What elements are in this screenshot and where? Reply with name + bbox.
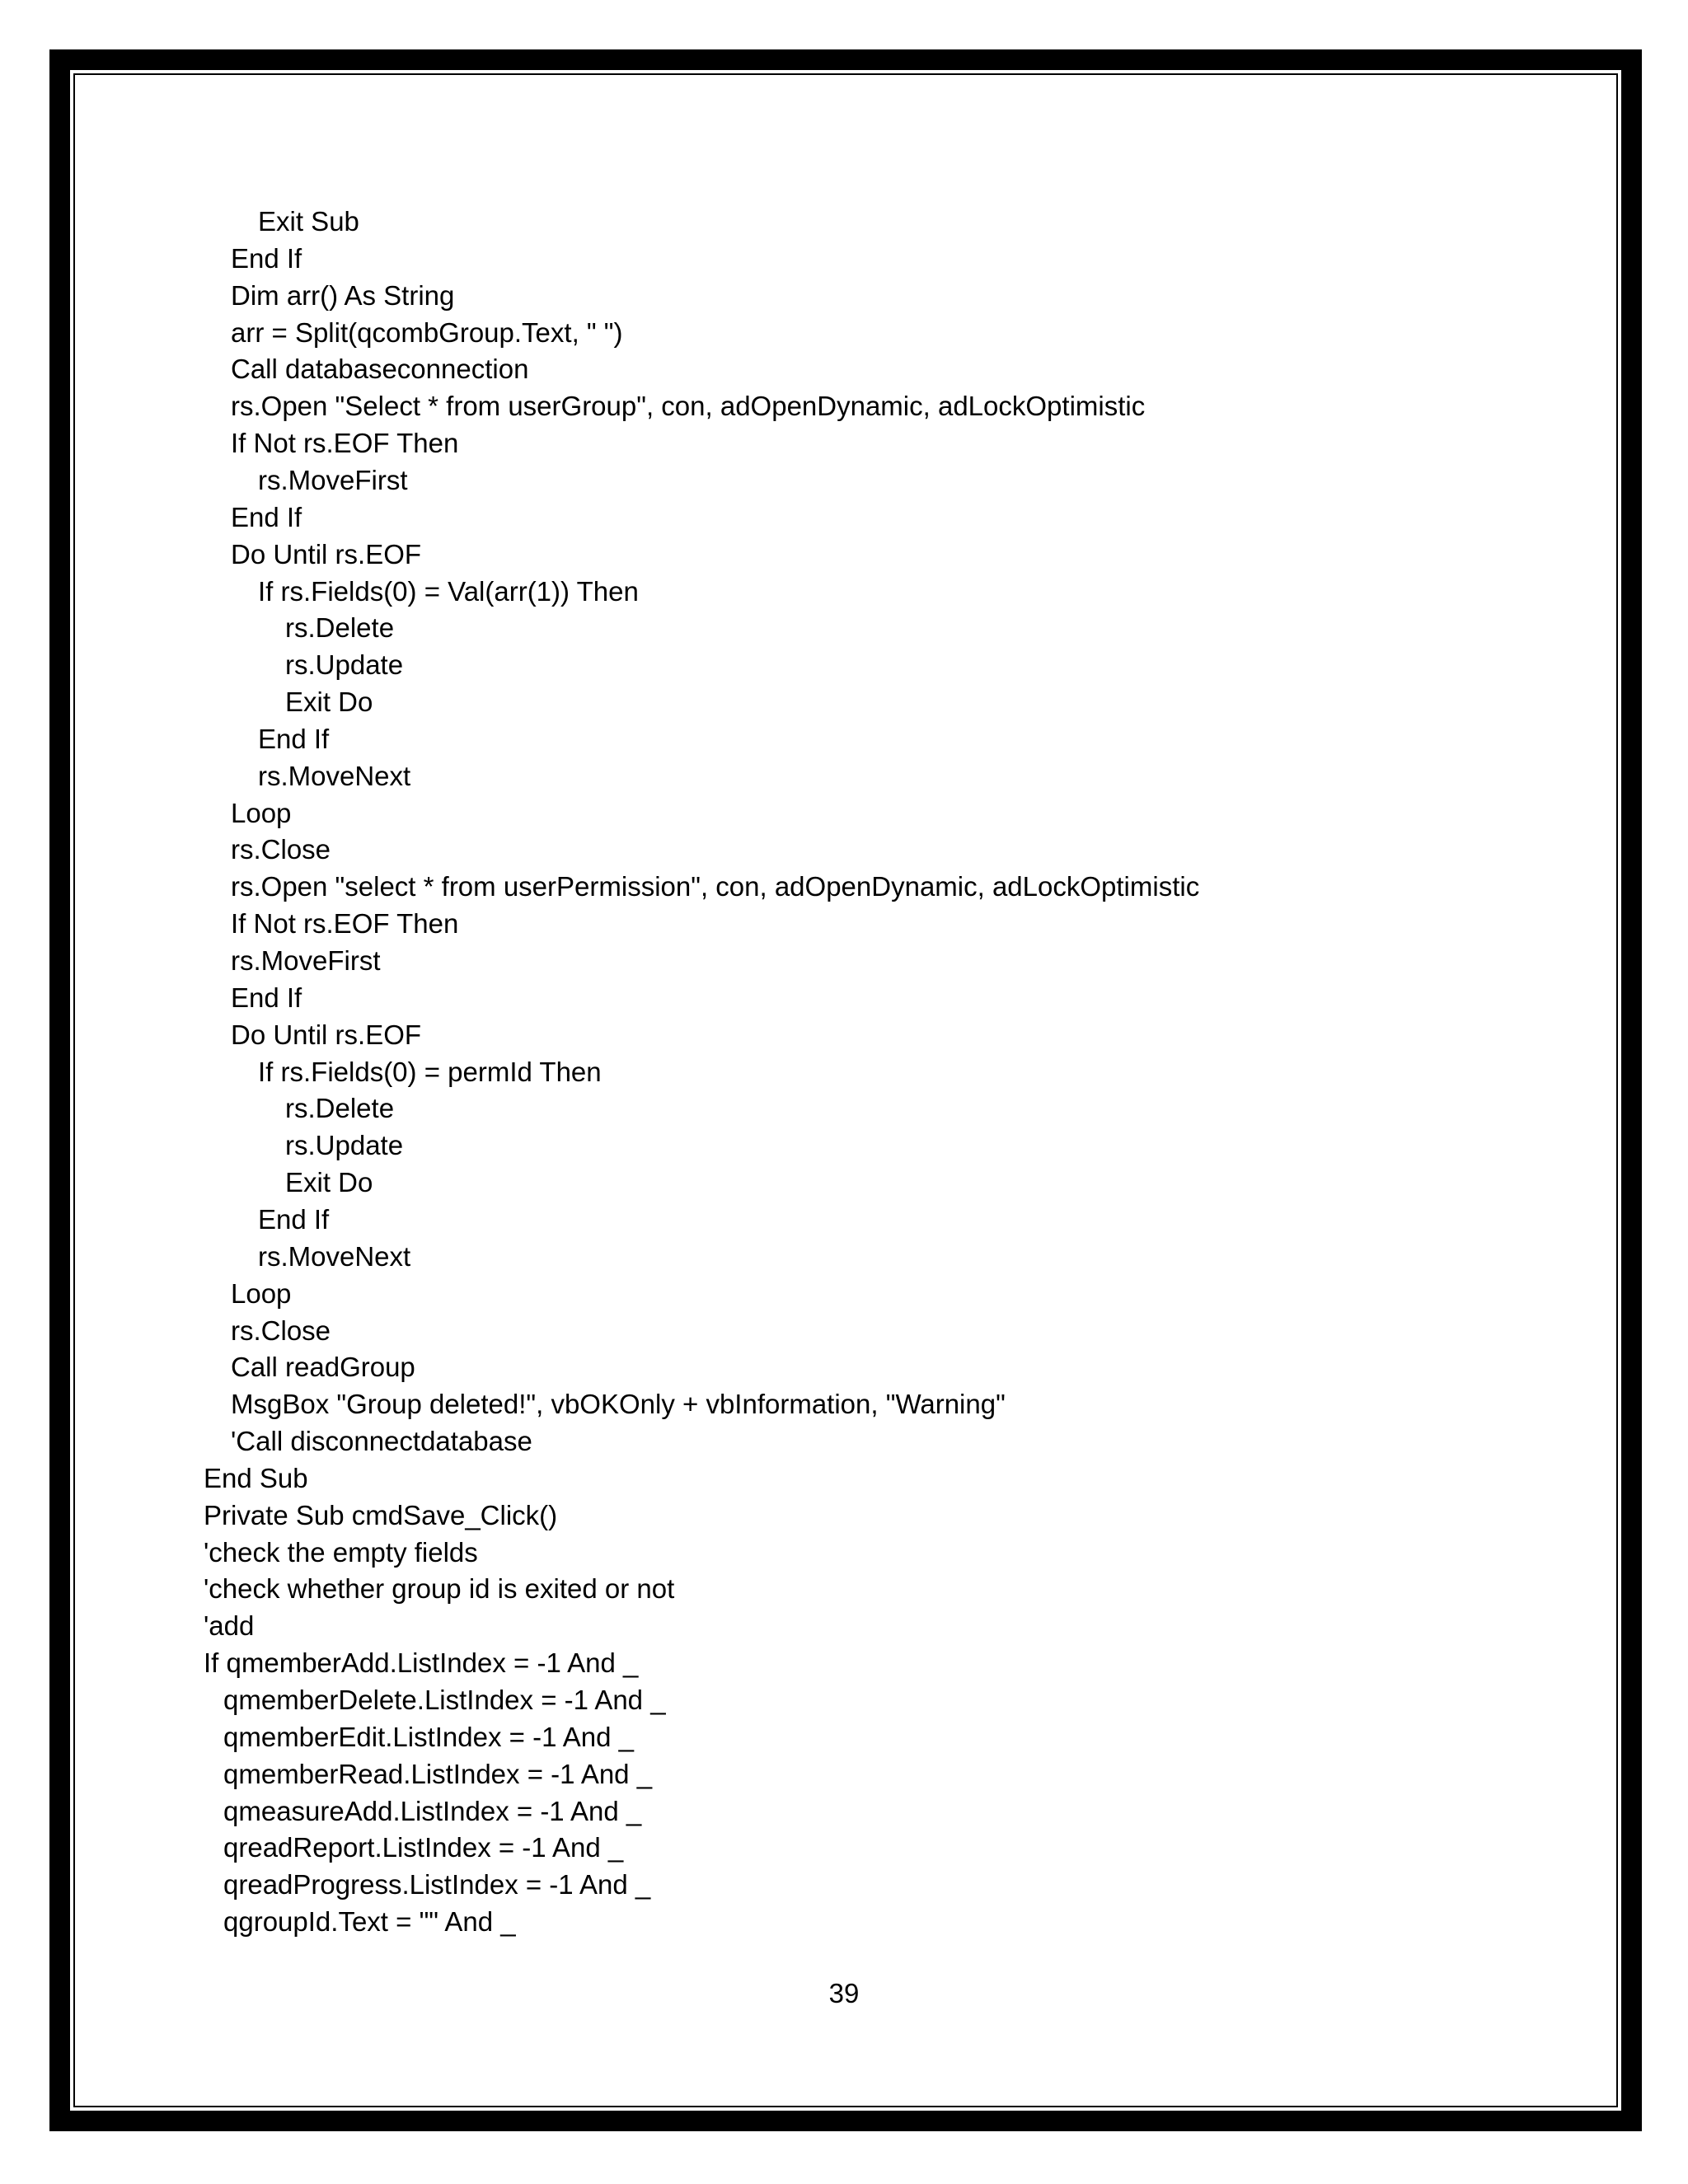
code-line: End If bbox=[231, 982, 302, 1013]
code-line: rs.Open "select * from userPermission", con, adOpenDynamic, adLockOptimistic bbox=[231, 871, 1200, 902]
code-line: End If bbox=[258, 724, 330, 754]
code-line: Exit Sub bbox=[258, 206, 359, 237]
code-line: If rs.Fields(0) = permId Then bbox=[258, 1057, 602, 1087]
code-line: Exit Do bbox=[285, 1167, 373, 1197]
code-line: rs.Delete bbox=[285, 612, 395, 643]
code-line: rs.Update bbox=[285, 649, 404, 680]
code-line: qmemberEdit.ListIndex = -1 And _ bbox=[223, 1722, 635, 1752]
code-line: Exit Do bbox=[285, 687, 373, 717]
code-line: rs.Delete bbox=[285, 1093, 395, 1123]
code-line: 'add bbox=[204, 1610, 255, 1641]
code-line: If qmemberAdd.ListIndex = -1 And _ bbox=[204, 1647, 639, 1678]
code-line: If Not rs.EOF Then bbox=[231, 428, 459, 458]
code-line: qreadProgress.ListIndex = -1 And _ bbox=[223, 1869, 651, 1900]
code-line: qmemberDelete.ListIndex = -1 And _ bbox=[223, 1685, 666, 1715]
code-line: arr = Split(qcombGroup.Text, " ") bbox=[231, 317, 623, 348]
page-number: 39 bbox=[828, 1978, 860, 2008]
code-line: End If bbox=[231, 502, 302, 532]
code-line: Loop bbox=[231, 1278, 292, 1309]
code-line: rs.Open "Select * from userGroup", con, adOpenDynamic, adLockOptimistic bbox=[231, 391, 1146, 421]
code-line: 'check the empty fields bbox=[204, 1537, 478, 1568]
code-line: Loop bbox=[231, 798, 292, 828]
code-line: Dim arr() As String bbox=[231, 280, 455, 311]
code-line: qmemberRead.ListIndex = -1 And _ bbox=[223, 1759, 653, 1789]
code-line: rs.MoveNext bbox=[258, 761, 411, 791]
code-line: End If bbox=[231, 243, 302, 274]
code-line: End If bbox=[258, 1204, 330, 1235]
code-line: If Not rs.EOF Then bbox=[231, 908, 459, 939]
code-line: qreadReport.ListIndex = -1 And _ bbox=[223, 1832, 624, 1863]
code-line: End Sub bbox=[204, 1463, 308, 1493]
code-line: If rs.Fields(0) = Val(arr(1)) Then bbox=[258, 576, 639, 607]
code-line: rs.MoveFirst bbox=[258, 465, 408, 495]
code-line: rs.MoveFirst bbox=[231, 945, 381, 976]
code-line: Call databaseconnection bbox=[231, 354, 529, 384]
code-line: MsgBox "Group deleted!", vbOKOnly + vbInformation, "Warning" bbox=[231, 1389, 1006, 1419]
code-line: 'Call disconnectdatabase bbox=[231, 1426, 532, 1456]
code-line: Private Sub cmdSave_Click() bbox=[204, 1500, 558, 1530]
code-line: 'check whether group id is exited or not bbox=[204, 1573, 675, 1604]
code-line: rs.MoveNext bbox=[258, 1241, 411, 1272]
code-line: rs.Close bbox=[231, 834, 331, 865]
code-line: Do Until rs.EOF bbox=[231, 1019, 422, 1050]
code-line: qgroupId.Text = "" And _ bbox=[223, 1906, 516, 1937]
code-line: Call readGroup bbox=[231, 1352, 415, 1382]
code-line: rs.Update bbox=[285, 1130, 404, 1160]
code-line: qmeasureAdd.ListIndex = -1 And _ bbox=[223, 1796, 642, 1826]
code-line: Do Until rs.EOF bbox=[231, 539, 422, 569]
code-line: rs.Close bbox=[231, 1315, 331, 1346]
